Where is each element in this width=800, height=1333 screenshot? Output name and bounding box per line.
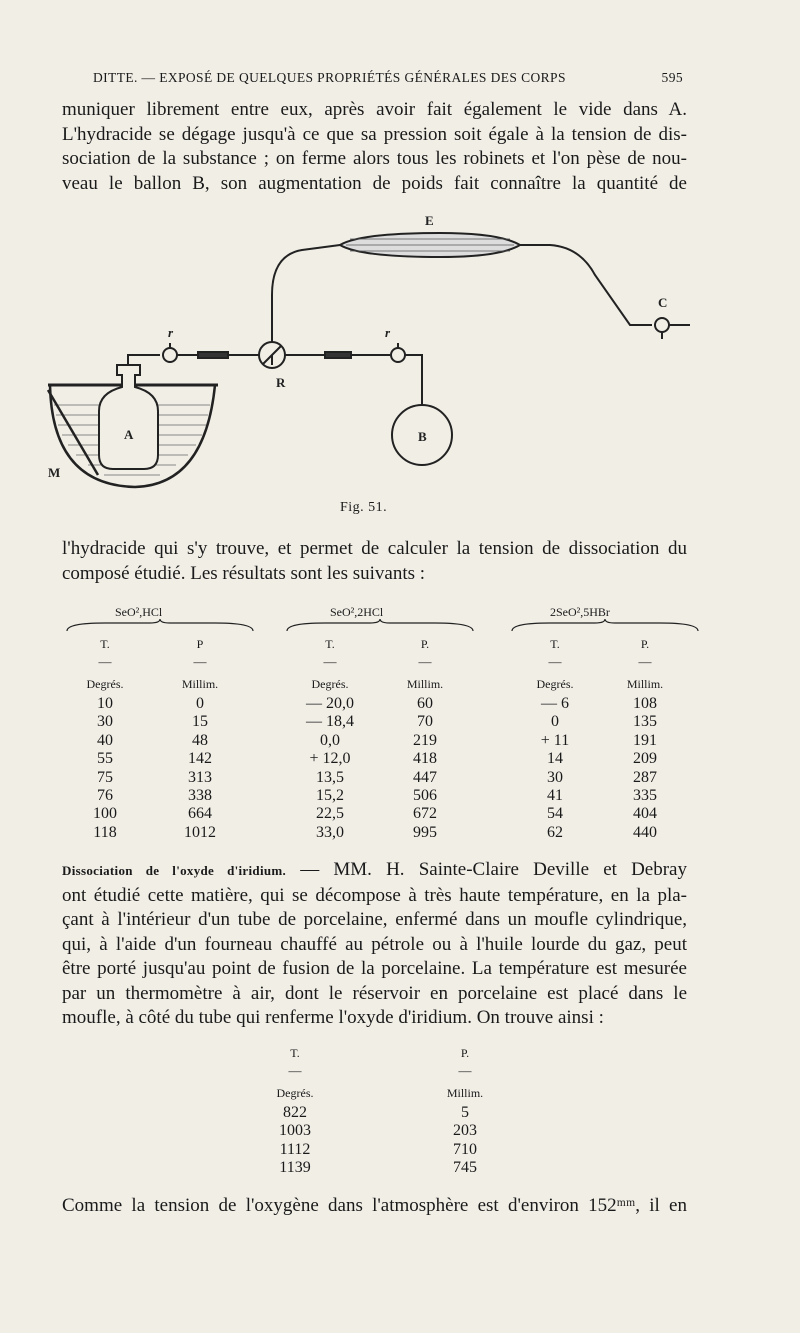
unit-t: Degrés. (86, 677, 124, 691)
column-t: T. — Degrés. — 6 0 + 11 14 30 41 54 62 (515, 633, 595, 842)
text-line: çant à l'intérieur d'un tube de porcelaine, enfermé dans un moufle cylindrique, (62, 909, 687, 930)
table-cell: 1139 (279, 1159, 311, 1177)
values-t (515, 695, 595, 842)
brace (65, 619, 255, 633)
column-p: P. — Millim. 108 135 191 209 287 335 404 440 (610, 633, 680, 842)
table-cell: 1012 (184, 823, 216, 841)
column-header-p: P. (640, 637, 650, 651)
table-cell: 62 (547, 823, 563, 841)
table-cell: 191 (633, 731, 657, 749)
table-cell: 15,2 (316, 787, 344, 805)
table-cell: 22,5 (316, 805, 344, 823)
table-compound: 2SeO²,5HBr (550, 605, 610, 619)
table-cell: 0 (551, 713, 559, 731)
label-A: A (124, 427, 134, 442)
label-r-right: r (385, 325, 391, 340)
paragraph-3 (62, 858, 687, 1031)
values-p (420, 1104, 510, 1178)
table-compound: SeO²,2HCl (330, 605, 384, 619)
table-cell: 313 (188, 768, 212, 786)
table-cell: 14 (547, 750, 563, 768)
table-cell: 287 (633, 768, 657, 786)
stopcock-r-right (391, 348, 405, 362)
table-cell: 142 (188, 750, 212, 768)
paragraph-4 (62, 1194, 687, 1219)
table-cell: 5 (461, 1104, 469, 1121)
text-line: l'hydracide qui s'y trouve, et permet de calculer la tension de dissociation du (62, 538, 687, 559)
table-cell: — 20,0 (306, 695, 354, 712)
table-cell: 338 (188, 787, 212, 805)
text-line: par un thermomètre à air, dont le réservoir en porcelaine est placé dans le (62, 982, 687, 1004)
figure-caption: Fig. 51. (340, 500, 388, 515)
running-header (93, 70, 683, 92)
text-line: veau le ballon B, son augmentation de poids fait connaître la quantité de (62, 172, 687, 194)
column-t: T. — Degrés. 822 1003 1112 1139 (250, 1042, 340, 1178)
table-cell: 710 (453, 1140, 477, 1158)
text-line: composé étudié. Les résultats sont les suivants : (62, 562, 426, 584)
table-cell: 55 (97, 750, 113, 768)
table-cell: 108 (633, 695, 657, 712)
table-cell: 13,5 (316, 768, 344, 786)
label-M: M (48, 465, 61, 480)
table-cell: 506 (413, 787, 437, 805)
label-E: E (425, 215, 434, 228)
table-cell: 0,0 (320, 731, 340, 749)
brace (510, 619, 700, 633)
table-cell: 118 (93, 823, 117, 841)
table-cell: 745 (453, 1159, 477, 1177)
text-line: ont étudié cette matière, qui se décompose à très haute température, en la pla- (62, 884, 687, 906)
table-cell: 335 (633, 787, 657, 805)
text-line: qui, à l'aide d'un fourneau chauffé au pétrole ou à l'huile lourde du gaz, peut (62, 933, 687, 955)
table-cell: 1003 (279, 1122, 311, 1140)
label-B: B (418, 429, 427, 444)
table-cell: 672 (413, 805, 437, 823)
unit-p: Millim. (626, 677, 664, 691)
table-cell: + 11 (540, 731, 570, 749)
table-cell: 30 (547, 768, 563, 786)
unit-t: Degrés. (276, 1086, 314, 1100)
table-cell: 219 (413, 731, 437, 749)
table-cell: 33,0 (316, 823, 344, 841)
text-line: muniquer librement entre eux, après avoir fait également le vide dans A. (62, 99, 687, 120)
unit-p: Millim. (181, 677, 219, 691)
column-p: P. — Millim. 5 203 710 745 (420, 1042, 510, 1178)
paragraph-2 (62, 537, 687, 586)
table-cell: 100 (93, 805, 117, 823)
values-t (75, 695, 135, 842)
running-title: DITTE. — EXPOSÉ DE QUELQUES PROPRIÉTÉS GÉNÉRALES DES CORPS (93, 70, 566, 85)
table-cell: 54 (547, 805, 563, 823)
text-line: Comme la tension de l'oxygène dans l'atmosphère est d'environ 152ᵐᵐ, il en (62, 1195, 687, 1216)
table-cell: 209 (633, 750, 657, 768)
section-heading: Dissociation de l'oxyde d'iridium. (62, 863, 287, 878)
text-line: sociation de la substance ; on ferme alors tous les robinets et l'on pèse de nou- (62, 148, 687, 169)
table-cell: 10 (97, 695, 113, 712)
column-header-p: P. (420, 637, 430, 651)
table-cell: 60 (417, 695, 433, 712)
unit-p: Millim. (446, 1086, 484, 1100)
paragraph-1 (62, 98, 687, 196)
heading-rest: — MM. H. Sainte-Claire Deville et Debray (286, 859, 687, 880)
column-p: P — Millim. 0 15 48 142 313 338 664 1012 (165, 633, 235, 842)
flask-A (99, 365, 158, 469)
table-cell: 40 (97, 731, 113, 749)
table-cell: — 6 (541, 695, 569, 712)
column-header-t: T. (550, 637, 560, 651)
text-line (62, 858, 687, 884)
label-R: R (276, 375, 286, 390)
text-line: moufle, à côté du tube qui renferme l'oxyde d'iridium. On trouve ainsi : (62, 1007, 604, 1028)
table-cell: 418 (413, 750, 437, 768)
table-cell: 664 (188, 805, 212, 823)
text-line: être porté jusqu'au point de fusion de la porcelaine. La température est mesurée (62, 958, 687, 979)
table-cell: 822 (283, 1104, 307, 1121)
stopcock-C (655, 318, 669, 332)
values-p (165, 695, 235, 842)
values-p (610, 695, 680, 842)
column-t: T. — Degrés. 10 30 40 55 75 76 100 118 (75, 633, 135, 842)
column-t: T. — Degrés. — 20,0 — 18,4 0,0 + 12,0 13,5 15,2 22,5 33,0 (285, 633, 375, 842)
table-cell: 15 (192, 713, 208, 731)
table-cell: 41 (547, 787, 563, 805)
column-header-p: P (196, 637, 204, 651)
column-p: P. — Millim. 60 70 219 418 447 506 672 995 (390, 633, 460, 842)
table-cell: 0 (196, 695, 204, 712)
text-line: L'hydracide se dégage jusqu'à ce que sa pression soit égale à la tension de dis- (62, 123, 687, 145)
values-p (390, 695, 460, 842)
column-header-t: T. (325, 637, 335, 651)
stopcock-r-left (163, 348, 177, 362)
table-cell: 447 (413, 768, 437, 786)
table-cell: 70 (417, 713, 433, 731)
table-cell: 30 (97, 713, 113, 731)
table-cell: + 12,0 (309, 750, 351, 768)
table-cell: 48 (192, 731, 208, 749)
table-compound: SeO²,HCl (115, 605, 163, 619)
page-number: 595 (661, 70, 683, 85)
brace (285, 619, 475, 633)
column-header-t: T. (100, 637, 110, 651)
table-cell: 75 (97, 768, 113, 786)
column-header-t: T. (290, 1046, 300, 1060)
table-cell: 203 (453, 1122, 477, 1140)
column-header-p: P. (460, 1046, 470, 1060)
table-cell: 404 (633, 805, 657, 823)
label-r-left: r (168, 325, 174, 340)
figure-51-apparatus (40, 215, 700, 505)
unit-p: Millim. (406, 677, 444, 691)
table-cell: 135 (633, 713, 657, 731)
table-cell: — 18,4 (306, 713, 354, 731)
values-t (250, 1104, 340, 1178)
table-cell: 76 (97, 787, 113, 805)
table-cell: 995 (413, 823, 437, 841)
table-cell: 440 (633, 823, 657, 841)
unit-t: Degrés. (536, 677, 574, 691)
values-t (285, 695, 375, 842)
label-C: C (658, 295, 668, 310)
unit-t: Degrés. (311, 677, 349, 691)
table-cell: 1112 (279, 1140, 311, 1158)
